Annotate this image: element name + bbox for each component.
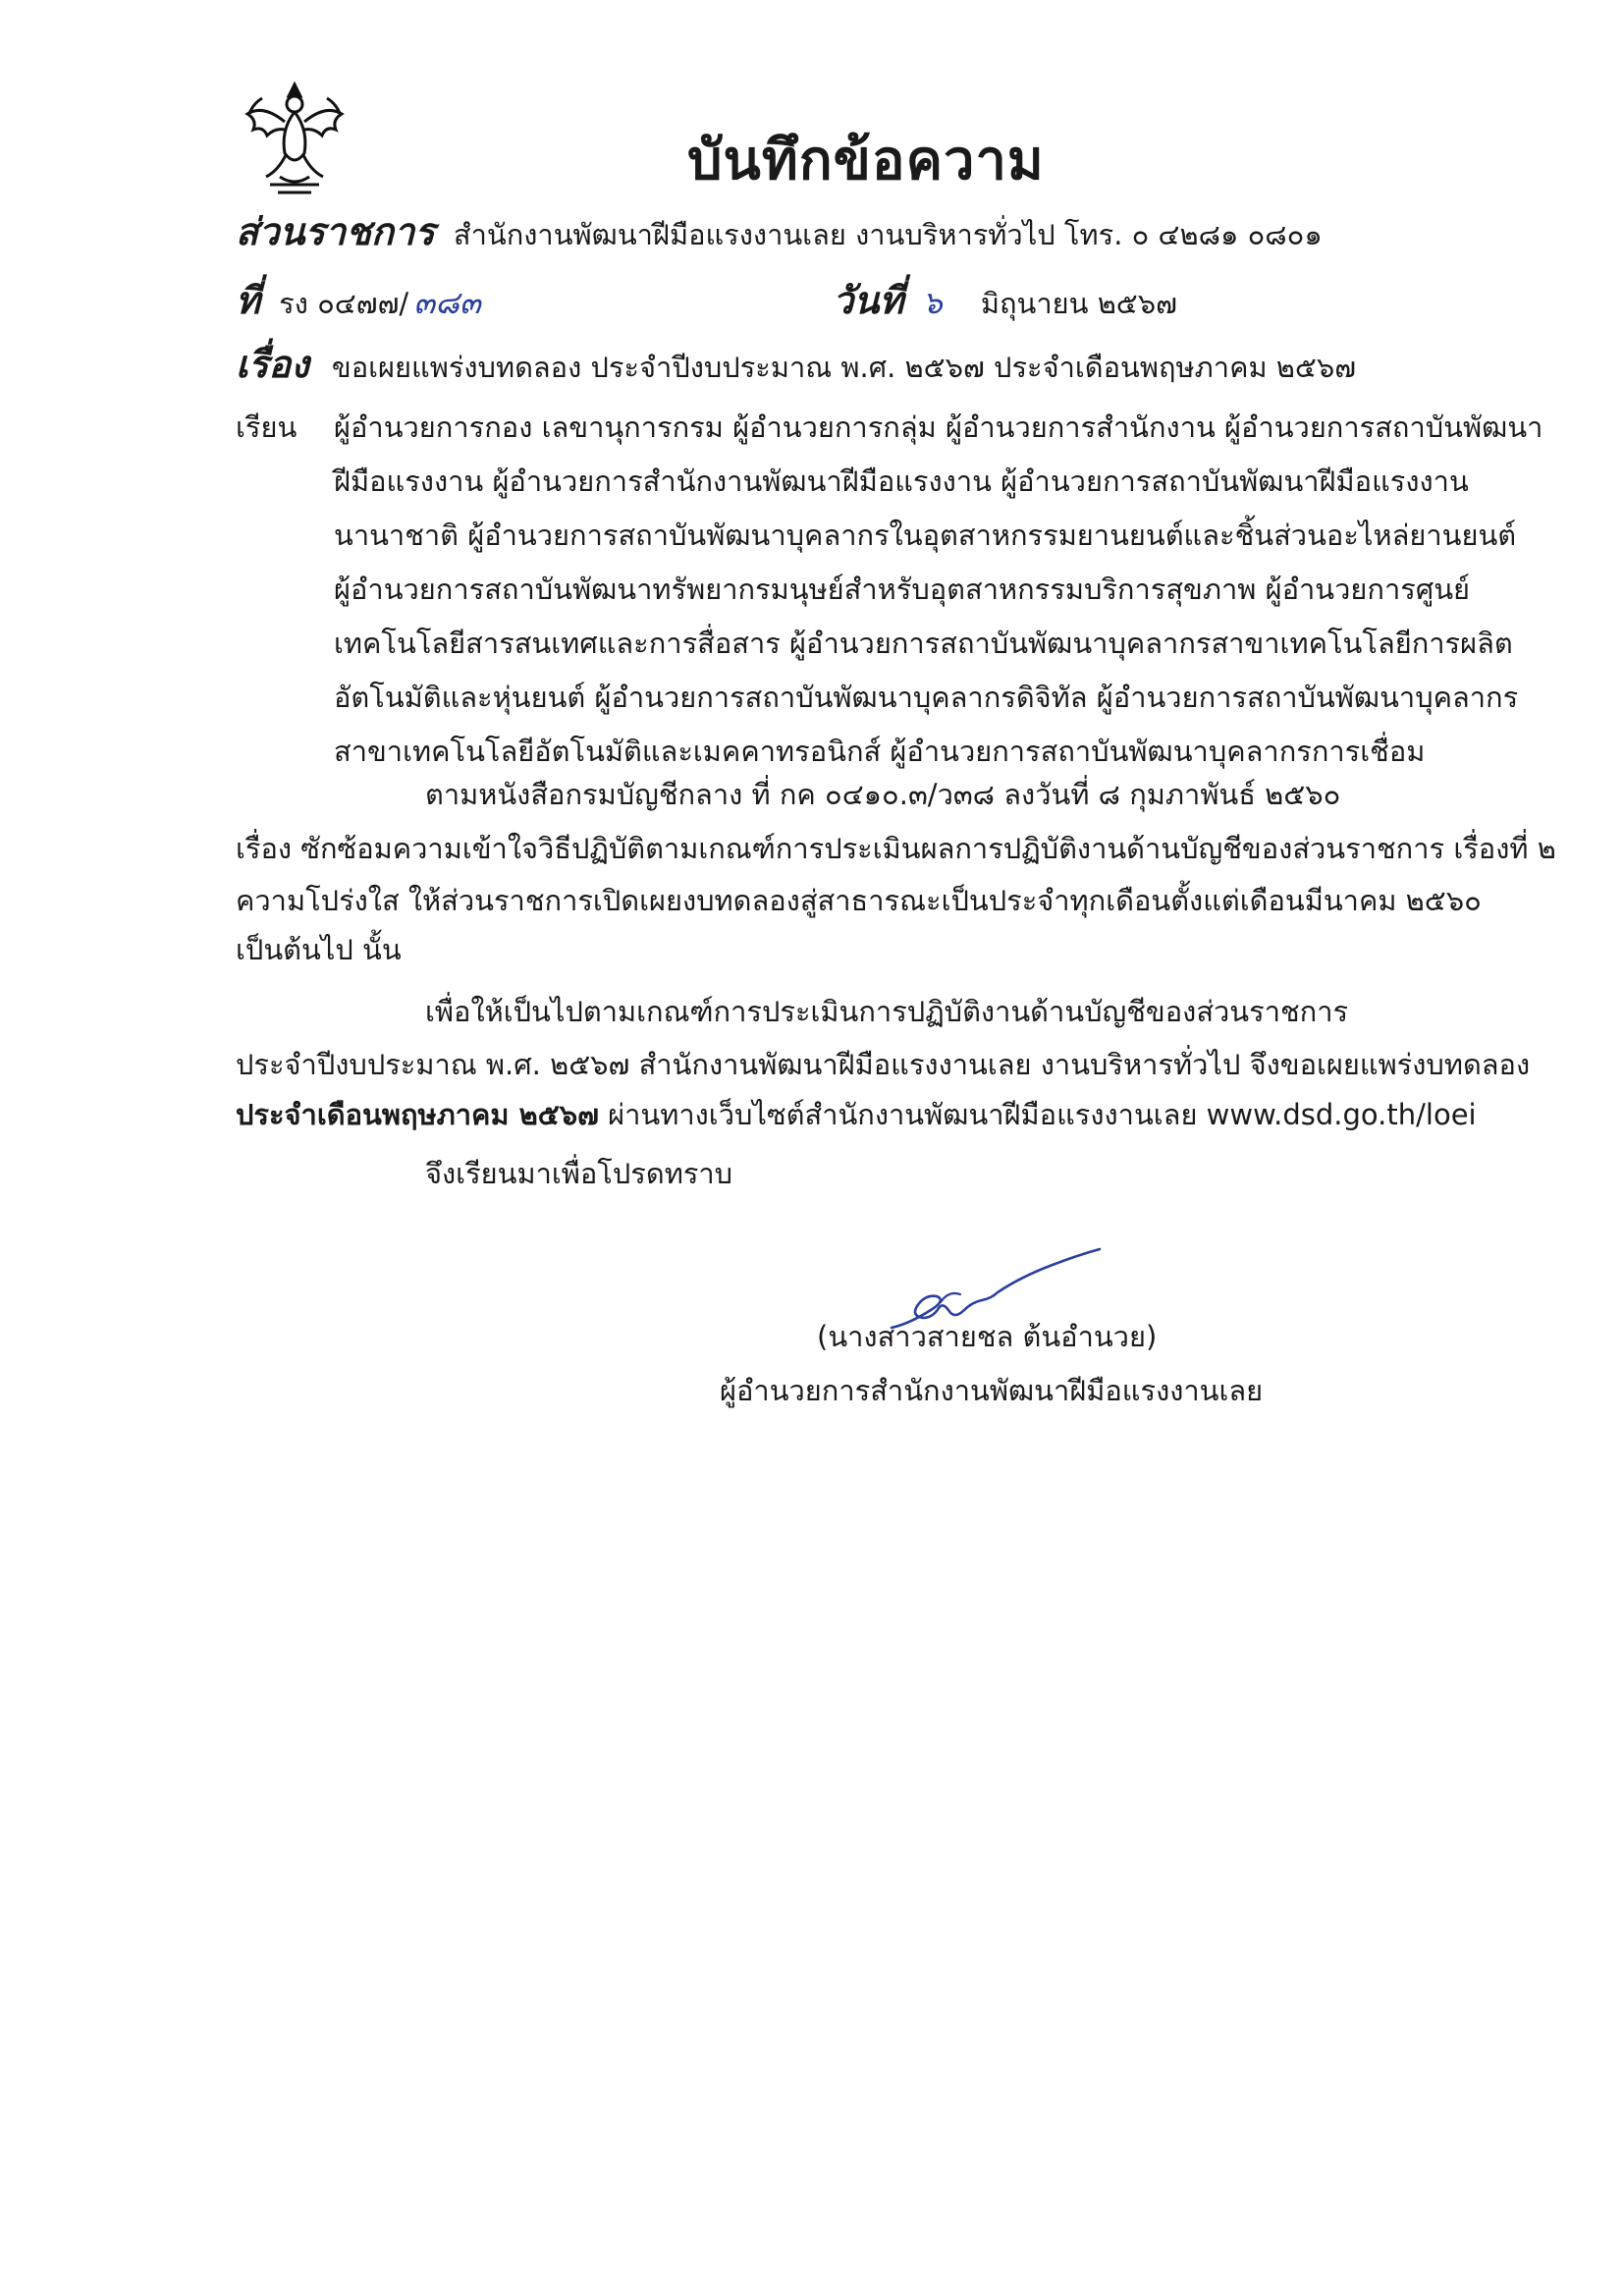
paragraph2-line	[236, 1088, 1477, 1142]
agency-row	[236, 201, 1323, 261]
salutation-line: นานาชาติ ผู้อำนวยการสถาบันพัฒนาบุคลากรในอุตสาหกรรมยานยนต์และชิ้นส่วนอะไหล่ยานยนต์	[334, 519, 1517, 552]
paragraph2-line: เพื่อให้เป็นไปตามเกณฑ์การประเมินการปฏิบัติงานด้านบัญชีของส่วนราชการ	[425, 995, 1349, 1028]
reference-prefix: รง ๐๔๗๗/	[279, 287, 409, 320]
salutation-line: ผู้อำนวยการสถาบันพัฒนาทรัพยากรมนุษย์สำหรับอุตสาหกรรมบริการสุขภาพ ผู้อำนวยการศูนย์	[334, 573, 1471, 606]
paragraph1-line: ตามหนังสือกรมบัญชีกลาง ที่ กค ๐๔๑๐.๓/ว๓๘ ลงวันที่ ๘ กุมภาพันธ์ ๒๕๖๐	[425, 778, 1341, 811]
reference-number-handwritten: ๓๘๓	[413, 284, 481, 321]
salutation-label: เรียน	[236, 410, 298, 444]
subject-label: เรื่อง	[236, 343, 309, 386]
reference-row	[236, 270, 481, 330]
signatory-position: ผู้อำนวยการสำนักงานพัฒนาฝีมือแรงงานเลย	[720, 1374, 1264, 1407]
agency-value: สำนักงานพัฒนาฝีมือแรงงานเลย งานบริหารทั่วไป โทร. ๐ ๔๒๘๑ ๐๘๐๑	[453, 218, 1323, 251]
date-row	[833, 270, 1177, 330]
paragraph1-line: เป็นต้นไป นั้น	[236, 933, 402, 966]
agency-label: ส่วนราชการ	[236, 210, 435, 253]
salutation-line: ผู้อำนวยการกอง เลขานุการกรม ผู้อำนวยการกลุ่ม ผู้อำนวยการสำนักงาน ผู้อำนวยการสถาบันพัฒนา	[334, 410, 1543, 444]
paragraph1-line: เรื่อง ซักซ้อมความเข้าใจวิธีปฏิบัติตามเกณฑ์การประเมินผลการปฏิบัติงานด้านบัญชีของส่วนราชการ เรื่องที่ ๒	[236, 832, 1556, 865]
salutation-line: อัตโนมัติและหุ่นยนต์ ผู้อำนวยการสถาบันพัฒนาบุคลากรดิจิทัล ผู้อำนวยการสถาบันพัฒนาบุคลากร	[334, 681, 1519, 714]
paragraph2-month-bold: ประจำเดือนพฤษภาคม ๒๕๖๗	[236, 1098, 599, 1131]
paragraph1-line: ความโปร่งใส ให้ส่วนราชการเปิดเผยงบทดลองสู่สาธารณะเป็นประจำทุกเดือนตั้งแต่เดือนมีนาคม ๒๕๖๐	[236, 884, 1482, 917]
date-month-year: มิถุนายน ๒๕๖๗	[980, 287, 1177, 320]
garuda-emblem-icon	[241, 77, 349, 199]
salutation-recipients	[334, 401, 1542, 779]
subject-row	[236, 334, 1356, 394]
salutation-line: สาขาเทคโนโลยีอัตโนมัติและเมคคาทรอนิกส์ ผู้อำนวยการสถาบันพัฒนาบุคลากรการเชื่อม	[334, 735, 1426, 768]
salutation-line: เทคโนโลยีสารสนเทศและการสื่อสาร ผู้อำนวยการสถาบันพัฒนาบุคลากรสาขาเทคโนโลยีการผลิต	[334, 627, 1513, 660]
memo-title: บันทึกข้อความ	[687, 129, 1045, 192]
date-label: วันที่	[833, 279, 904, 322]
subject-value: ขอเผยแพร่งบทดลอง ประจำปีงบประมาณ พ.ศ. ๒๕๖๗ ประจำเดือนพฤษภาคม ๒๕๖๗	[331, 351, 1357, 384]
closing-text: จึงเรียนมาเพื่อโปรดทราบ	[425, 1157, 733, 1190]
paragraph2-website-text: ผ่านทางเว็บไซต์สำนักงานพัฒนาฝีมือแรงงานเลย www.dsd.go.th/loei	[598, 1098, 1477, 1131]
paragraph2-line: ประจำปีงบประมาณ พ.ศ. ๒๕๖๗ สำนักงานพัฒนาฝีมือแรงงานเลย งานบริหารทั่วไป จึงขอเผยแพร่งบทดลอง	[236, 1048, 1531, 1081]
salutation-line: ฝีมือแรงงาน ผู้อำนวยการสำนักงานพัฒนาฝีมือแรงงาน ผู้อำนวยการสถาบันพัฒนาฝีมือแรงงาน	[334, 465, 1469, 498]
date-day-handwritten: ๖	[922, 284, 943, 321]
signatory-name: (นางสาวสายชล ต้นอำนวย)	[817, 1320, 1158, 1353]
reference-label: ที่	[236, 279, 261, 322]
